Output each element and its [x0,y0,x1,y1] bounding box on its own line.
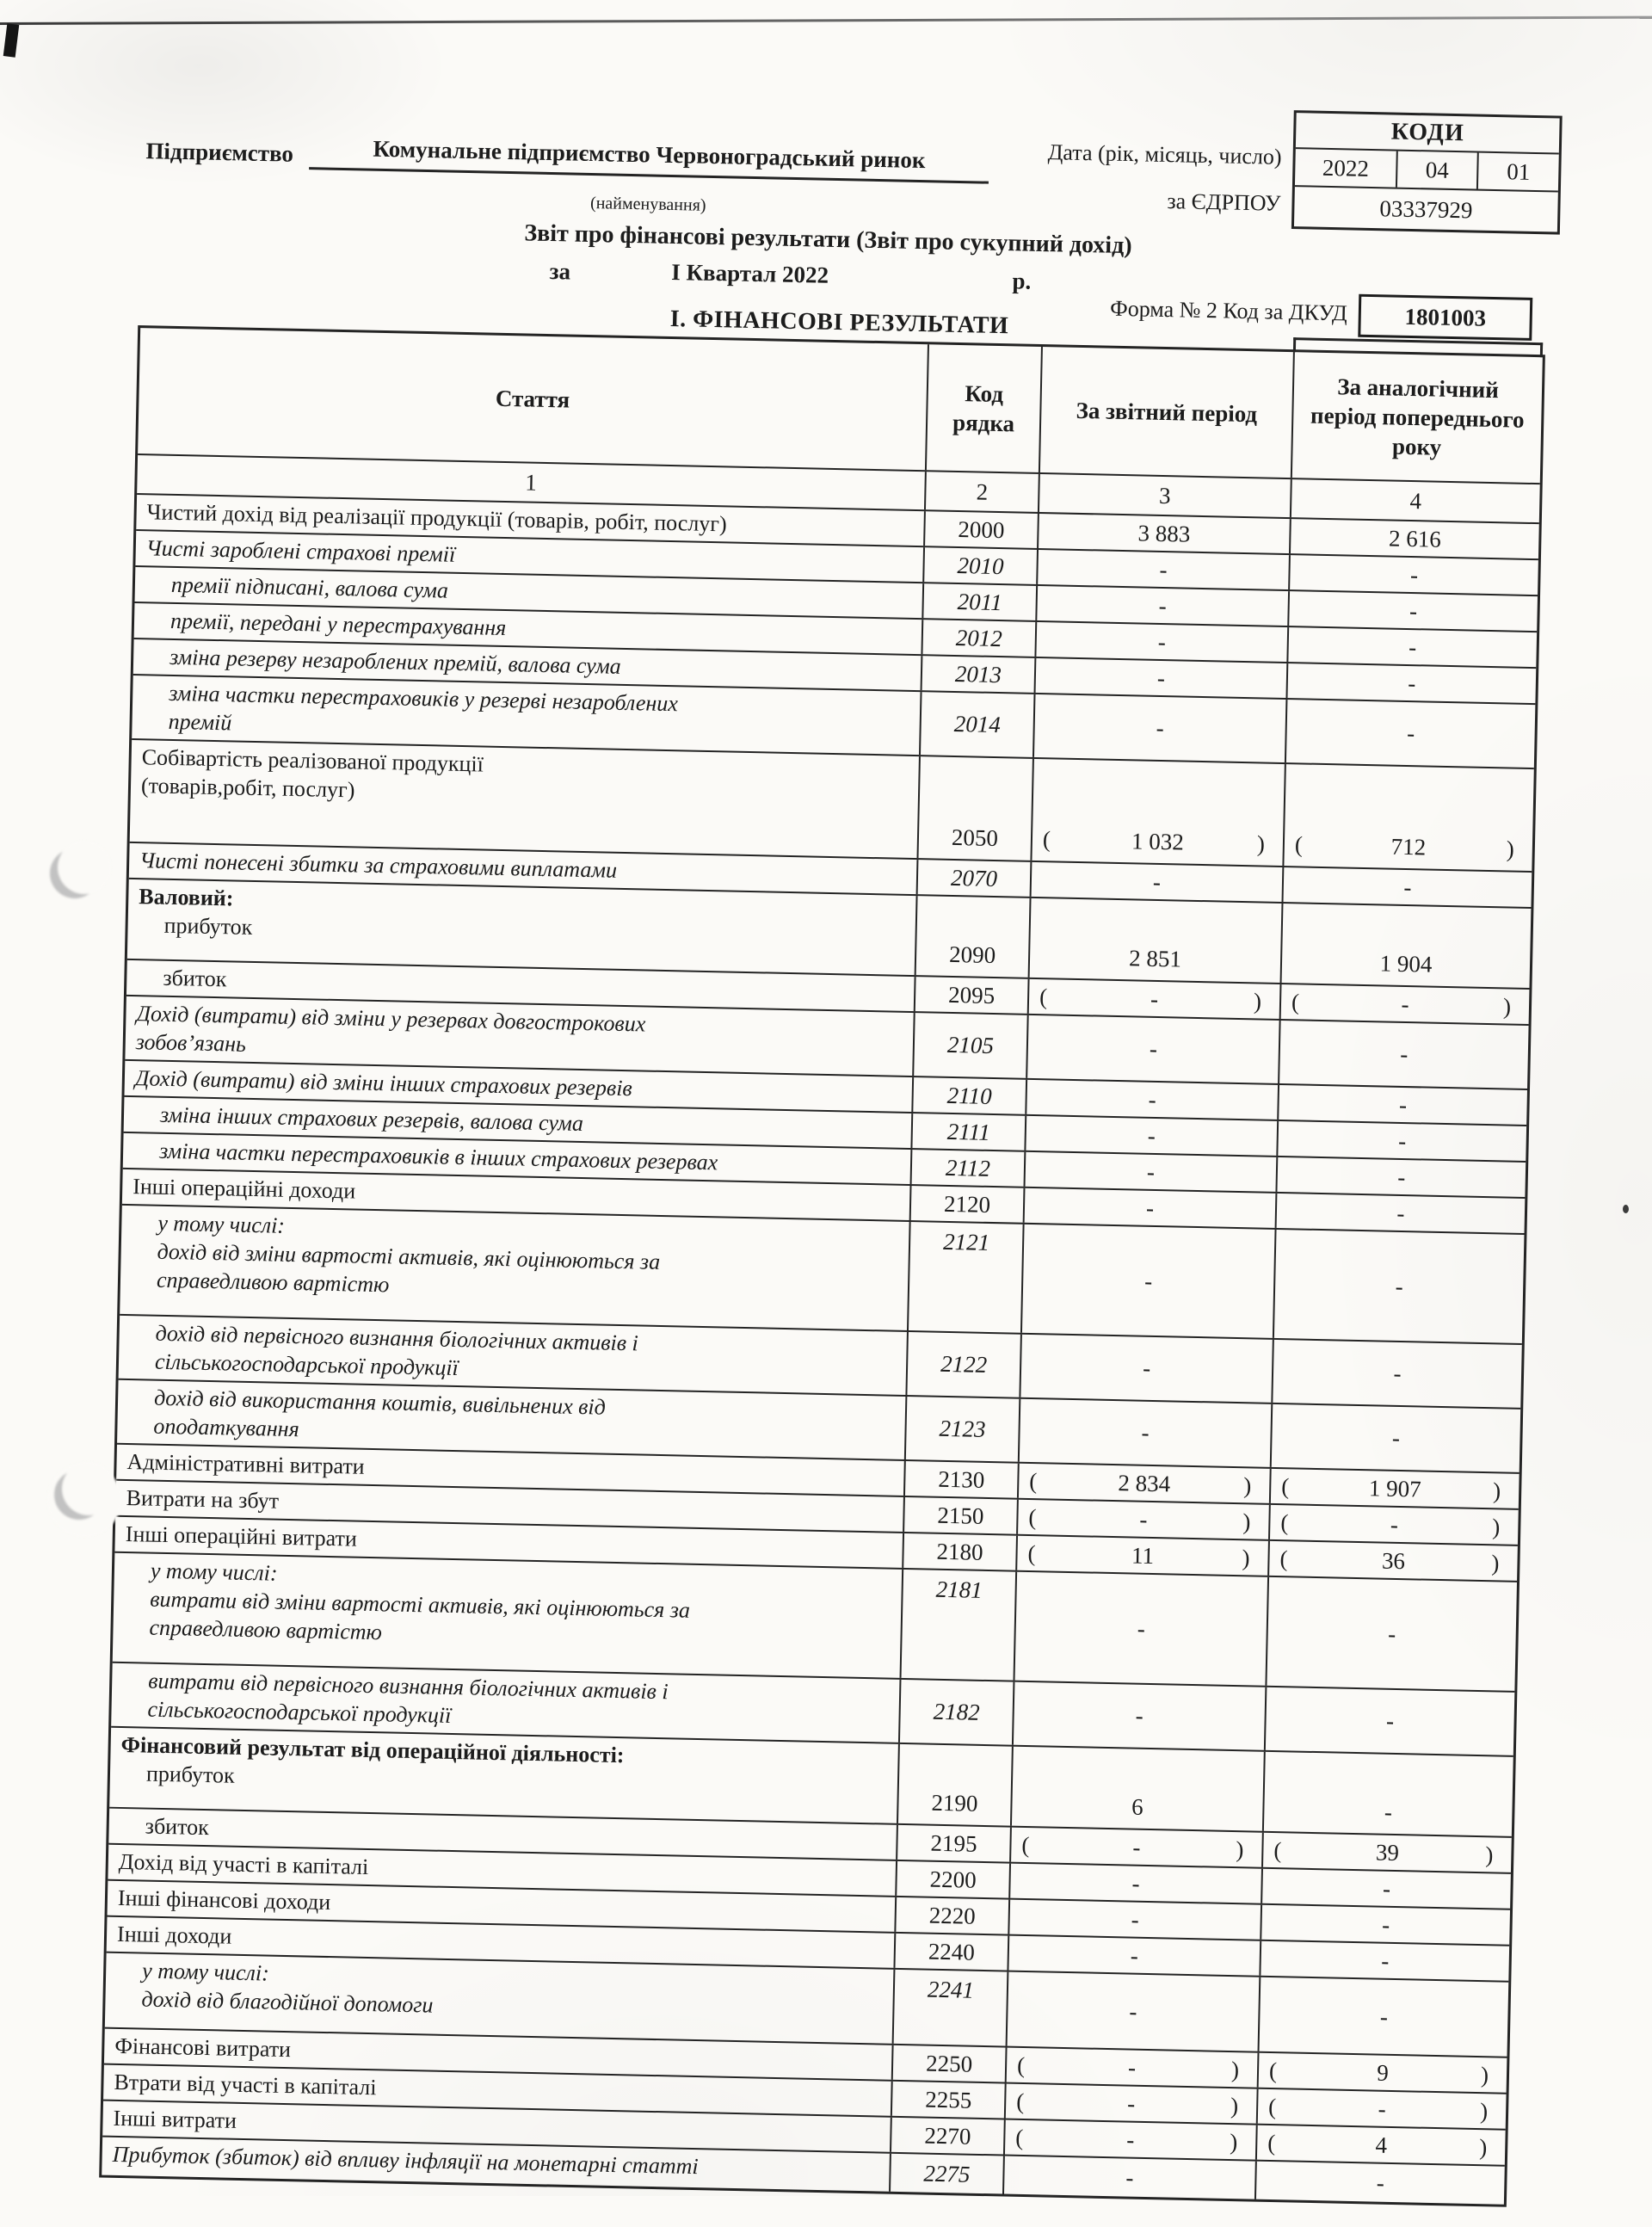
row-label-line: Інші фінансові доходи [118,1884,888,1928]
row-label-line: Чисті зароблені страхові премії [145,534,915,578]
row-value-prev [1275,1157,1526,1197]
row-label [130,740,919,858]
paren-open: ( [1279,1545,1296,1572]
paren-close: ) [1485,1841,1501,1868]
paren-open: ( [1281,1473,1298,1500]
row-label-line: збиток [119,1811,889,1856]
row-value-prev [1259,1941,1509,1981]
row-label [105,1953,894,2044]
value-text: - [1032,2052,1232,2083]
row-code: 2110 [911,1077,1026,1114]
row-value-prev [1288,555,1538,595]
col-number: 1 [137,455,925,509]
row-value-prev [1277,1085,1527,1125]
row-code: 2240 [893,1934,1008,1971]
value-text: - [1284,2094,1481,2125]
row-value-report [1024,1152,1277,1192]
enterprise-name-caption: (найменування) [308,188,988,222]
value-text: - [1052,1084,1252,1115]
value-text: - [1036,1868,1236,1899]
value-text: - [1037,1832,1236,1863]
paren-close: ) [1242,1545,1258,1571]
value-text: - [1063,626,1262,657]
row-label-line: у тому числі: [125,1556,895,1601]
row-value-prev [1261,1833,1512,1872]
row-code: 2000 [923,511,1038,548]
row-value-report [1035,586,1288,626]
value-text: - [1303,1198,1500,1229]
date-year-cell: 2022 [1295,149,1396,187]
paren-close: ) [1242,1508,1259,1535]
value-text: - [1035,1940,1235,1971]
value-text: - [1307,989,1504,1020]
r-label: р. [1012,268,1031,294]
row-value-report [1004,2084,1257,2124]
row-value-report [1036,550,1289,589]
row-label [127,879,916,975]
row-value-report [1006,1972,1260,2051]
row-value-report [1034,622,1287,662]
value-text: - [1296,1509,1493,1540]
value-text: - [1304,1089,1501,1120]
paren-close: ) [1507,836,1523,862]
row-label-line: дохід від використання коштів, вивільнених від [128,1383,898,1428]
value-text: 9 [1285,2057,1482,2088]
row-label-line: витрати від первісного визнання біологічних активів і [122,1666,892,1711]
paren-open: ( [1028,1503,1045,1530]
row-code: 2095 [914,977,1028,1014]
row-value-prev [1285,700,1535,768]
row-value-report [1024,1116,1277,1156]
table-rows [102,495,1539,2205]
row-code: 2012 [921,620,1035,657]
row-value-report [1020,1225,1275,1338]
value-text: 1 904 [1308,949,1505,980]
row-value-report [1032,694,1285,762]
paren-open: ( [1027,1539,1044,1566]
row-value-report [1009,1828,1262,1867]
paren-close: ) [1230,2093,1247,2119]
row-label-line: Фінансові витрати [114,2032,885,2076]
row-label-line: Інші операційні витрати [125,1520,895,1564]
row-value-report [1019,1335,1272,1403]
value-text: - [1051,1120,1251,1151]
paren-close: ) [1492,1514,1508,1540]
row-label-line: зміна резерву незароблених премій, валова сума [144,642,914,687]
row-value-prev [1257,2053,1507,2093]
row-label-line: (товарів,робіт, послуг) [141,771,911,816]
row-code: 2130 [903,1461,1018,1498]
value-text: - [1033,1996,1233,2027]
row-label [113,1553,902,1678]
row-code: 2011 [922,583,1036,620]
value-text: 2 834 [1045,1468,1244,1499]
value-text: 1 907 [1297,1473,1494,1504]
value-text: - [1287,1909,1484,1940]
row-value-report [1018,1399,1271,1467]
row-value-prev [1282,867,1532,907]
row-code: 2123 [904,1397,1019,1462]
value-text: - [1304,1126,1501,1157]
paren-open: ( [1016,2088,1032,2114]
row-label-line: зобов’язань [135,1027,905,1072]
paren-close: ) [1254,988,1270,1015]
value-text: - [1051,1193,1250,1224]
row-value-prev [1289,519,1539,558]
value-text: - [1288,1873,1485,1904]
value-text: 3 883 [1064,518,1264,549]
row-value-prev [1271,1340,1521,1408]
row-label-line: витрати від зміни вартості активів, які оцінюються за [124,1584,894,1629]
row-code: 2070 [916,860,1031,897]
row-code: 2200 [895,1861,1009,1898]
value-text: - [1032,2088,1231,2119]
row-label-line: Прибуток (збиток) від впливу інфляції на монетарні статті [112,2140,882,2185]
row-label-line: справедливою вартістю [123,1613,893,1657]
row-label [120,1206,909,1330]
row-value-prev [1280,904,1532,988]
row-value-report [1015,1536,1268,1576]
report-period: І Квартал 2022 [552,256,948,292]
value-text: - [1310,872,1507,903]
row-label-line: сільськогосподарської продукції [121,1694,891,1739]
row-value-report [1030,759,1284,866]
row-label-line: зміна частки перестраховиків у резерві незароблених [143,678,913,723]
value-text: - [1041,1613,1241,1644]
row-label-line: Інші операційні доходи [133,1172,903,1217]
paren-close: ) [1243,1472,1260,1499]
row-value-report [1028,898,1282,983]
codes-box [1291,110,1563,235]
value-text: - [1301,1271,1498,1302]
paren-open: ( [1291,989,1308,1015]
row-value-report [1002,2156,1255,2199]
col-number: 3 [1038,474,1291,517]
row-label-line: зміна інших страхових резервів, валова сума [134,1100,904,1144]
value-text: - [1286,1946,1483,1977]
value-text: - [1054,1033,1254,1064]
value-text: - [1063,554,1263,585]
col-header-prev-period: За аналогічний період попереднього року [1291,352,1543,483]
row-label-line: Інші витрати [113,2104,883,2149]
col-number: 4 [1290,479,1540,522]
edrpou-label: за ЄДРПОУ [1018,185,1281,216]
row-code: 2180 [902,1533,1016,1570]
row-label-line: дохід від первісного визнання біологічних активів і [129,1318,899,1363]
value-text: - [1316,559,1513,590]
value-text: 712 [1310,832,1507,863]
row-code: 2111 [910,1114,1025,1151]
value-text: - [1315,595,1512,626]
row-label-line: премії підписані, валова сума [145,570,915,614]
col-header-code: Код рядка [925,344,1041,472]
row-value-report [1037,514,1290,553]
row-code: 2195 [896,1825,1010,1862]
dkud-code-box: 1801003 [1358,294,1532,341]
row-label-line: Інші доходи [117,1920,887,1965]
row-value-prev [1278,1021,1528,1089]
row-code: 2121 [907,1222,1023,1333]
value-text: - [1049,1266,1248,1297]
row-code: 2181 [900,1570,1016,1681]
row-value-prev [1287,591,1538,631]
value-text: - [1314,668,1511,699]
row-label-line: у тому числі: [132,1208,902,1253]
row-value-report [1013,1572,1267,1686]
value-text: - [1062,663,1261,694]
paren-close: ) [1491,1550,1507,1576]
paren-open: ( [1021,1831,1038,1858]
row-label-line: у тому числі: [116,1956,886,2001]
row-label-line: премій [142,706,912,751]
financial-results-table [99,325,1545,2207]
row-value-prev [1265,1577,1517,1691]
value-text: 11 [1043,1540,1242,1571]
paren-close: ) [1493,1477,1509,1504]
row-code: 2105 [912,1013,1026,1078]
value-text: 4 [1283,2130,1480,2161]
row-value-report [1023,1188,1276,1228]
row-code: 2120 [909,1186,1024,1223]
paren-close: ) [1231,2057,1248,2083]
row-value-report [1025,1080,1278,1120]
row-value-prev [1255,2125,1506,2165]
value-text: - [1055,984,1254,1015]
row-code: 2150 [903,1497,1017,1534]
punch-hole-shadow [50,848,110,909]
value-text: - [1035,1904,1235,1935]
row-code: 2255 [891,2082,1005,2119]
paren-open: ( [1268,2093,1285,2119]
row-label-line: Чистий дохід від реалізації продукції (товарів, робіт, послуг) [146,497,916,542]
row-label-line: дохід від зміни вартості активів, які оцінюються за [131,1237,901,1281]
section-title: І. ФІНАНСОВІ РЕЗУЛЬТАТИ [138,294,1540,351]
row-value-report [1010,1747,1264,1831]
row-value-report [1012,1682,1265,1750]
row-code: 2014 [919,692,1033,757]
row-code: 2010 [922,547,1037,584]
row-label-line: прибуток [120,1759,891,1804]
row-value-prev [1282,764,1533,871]
value-text: - [1293,1619,1490,1650]
date-label: Дата (рік, місяць, число) [881,136,1282,170]
row-value-prev [1254,2162,1505,2205]
col-header-article: Стаття [138,328,928,470]
row-label-line: Дохід від участі в капіталі [119,1848,889,1892]
paren-open: ( [1015,2124,1032,2150]
row-label-line: Валовий: [139,882,909,927]
row-label-line: оподаткування [127,1411,897,1456]
row-value-prev [1276,1121,1526,1161]
row-value-report [1016,1500,1269,1539]
row-label-line: збиток [137,963,907,1008]
row-value-prev [1258,1977,1509,2057]
date-day-cell: 01 [1476,153,1559,191]
paren-open: ( [1280,1509,1297,1536]
value-text: - [1044,1504,1243,1535]
row-value-report [1008,1900,1261,1940]
row-label-line: Дохід (витрати) від зміни у резервах довгострокових [136,999,906,1044]
row-code: 2050 [916,756,1032,861]
row-value-report [1008,1864,1261,1903]
paren-open: ( [1017,2051,1033,2078]
paren-close: ) [1257,830,1273,857]
row-label-line: зміна частки перестраховиків в інших страхових резервах [133,1136,903,1181]
row-value-prev [1286,627,1537,667]
row-code: 2250 [891,2045,1006,2082]
row-value-prev [1270,1404,1520,1472]
row-value-prev [1256,2089,1507,2129]
form-label: Форма № 2 Код за ДКУД [861,291,1348,327]
row-value-report [1030,862,1283,902]
row-label-line: дохід від благодійної допомоги [115,1984,885,2029]
row-value-report [1003,2120,1256,2160]
row-label-line: Витрати на збут [126,1484,896,1528]
row-code: 2090 [915,896,1030,978]
row-code: 2122 [905,1332,1020,1397]
enterprise-name: Комунальне підприємство Червоноградський ринок [309,134,989,184]
value-text: - [1285,2002,1482,2033]
value-text: - [1063,590,1262,621]
row-code: 2182 [898,1680,1013,1745]
row-label-line: Чисті понесені збитки за страховими виплатами [139,846,909,891]
row-value-prev [1261,1869,1511,1909]
row-value-prev [1273,1230,1525,1343]
row-value-prev [1279,984,1530,1024]
paren-close: ) [1230,2129,1246,2156]
value-text: - [1306,1039,1503,1070]
row-code: 2013 [921,656,1035,693]
value-text: - [1304,1162,1501,1193]
paren-close: ) [1480,2098,1496,2125]
row-code: 2112 [910,1150,1025,1187]
value-text: - [1051,1157,1251,1188]
value-text: 6 [1038,1792,1237,1823]
row-value-report [1007,1936,1260,1976]
paren-close: ) [1503,993,1519,1020]
value-text: 36 [1295,1545,1492,1576]
paren-open: ( [1269,2057,1285,2083]
value-text: - [1290,1797,1487,1828]
row-label-line: Собівартість реалізованої продукції [141,743,911,787]
paren-close: ) [1481,2062,1497,2088]
value-text: - [1057,867,1257,898]
paren-open: ( [1295,831,1311,858]
value-text: - [1045,1417,1245,1448]
value-text: - [1298,1423,1495,1454]
paren-open: ( [1043,826,1059,853]
row-value-prev [1267,1541,1518,1581]
codes-box-title: КОДИ [1296,113,1560,154]
value-text: - [1030,2162,1230,2193]
row-value-report [1034,658,1287,698]
paren-open: ( [1273,1837,1290,1864]
row-value-report [1005,2048,1258,2088]
row-label-line: прибуток [138,910,908,955]
value-text: - [1031,2125,1230,2156]
paren-open: ( [1039,984,1056,1010]
row-code: 2241 [892,1970,1008,2046]
report-title: Звіт про фінансові результати (Звіт про сукупний дохід) [251,214,1404,266]
row-value-prev [1264,1687,1514,1755]
value-text: 2 616 [1316,523,1513,554]
row-value-prev [1260,1905,1510,1945]
row-value-prev [1275,1194,1526,1233]
value-text: - [1060,713,1260,744]
value-text: - [1047,1353,1247,1384]
value-text: - [1291,1706,1489,1737]
row-label-line: Адміністративні витрати [126,1447,897,1492]
col-header-report-period: За звітний період [1039,347,1293,478]
row-value-report [1026,1015,1279,1083]
row-label-line: Дохід (витрати) від зміни інших страхових резервів [135,1064,905,1108]
paren-open: ( [1267,2129,1284,2156]
codes-box-date-row [1295,149,1559,192]
row-value-prev [1262,1752,1513,1836]
value-text: 2 851 [1056,944,1255,975]
col-number: 2 [924,472,1039,512]
value-text: - [1282,2168,1479,2199]
row-value-prev [1268,1505,1519,1545]
row-value-report [1017,1464,1270,1503]
value-text: - [1039,1700,1239,1731]
paren-open: ( [1029,1467,1045,1494]
value-text: - [1299,1359,1496,1390]
row-code: 2270 [890,2118,1004,2155]
date-month-cell: 04 [1396,151,1477,189]
row-label-line: Фінансовий результат від операційної діяльності: [120,1730,891,1775]
scan-speck [1623,1205,1629,1213]
row-code: 2190 [897,1744,1012,1826]
value-text: 39 [1289,1837,1486,1868]
paren-close: ) [1236,1836,1252,1863]
value-text: - [1312,719,1509,750]
za-label: за [549,258,570,286]
row-value-prev [1269,1469,1519,1508]
row-label-line: сільськогосподарської продукції [129,1347,899,1391]
enterprise-label: Підприємство [145,138,293,168]
row-label [109,1728,898,1823]
row-code: 2220 [894,1897,1008,1934]
row-label-line: Втрати від участі в капіталі [114,2068,884,2113]
paren-close: ) [1479,2134,1495,2161]
row-label-line: премії, передані у перестрахування [145,606,915,651]
punch-hole-shadow [54,1470,114,1530]
value-text: 1 032 [1058,827,1258,858]
edrpou-value-cell: 03337929 [1294,187,1558,231]
value-text: - [1314,632,1511,663]
row-code: 2275 [889,2154,1003,2194]
row-value-prev [1285,663,1536,703]
row-value-report [1027,979,1280,1019]
row-label-line: справедливою вартістю [131,1265,901,1310]
